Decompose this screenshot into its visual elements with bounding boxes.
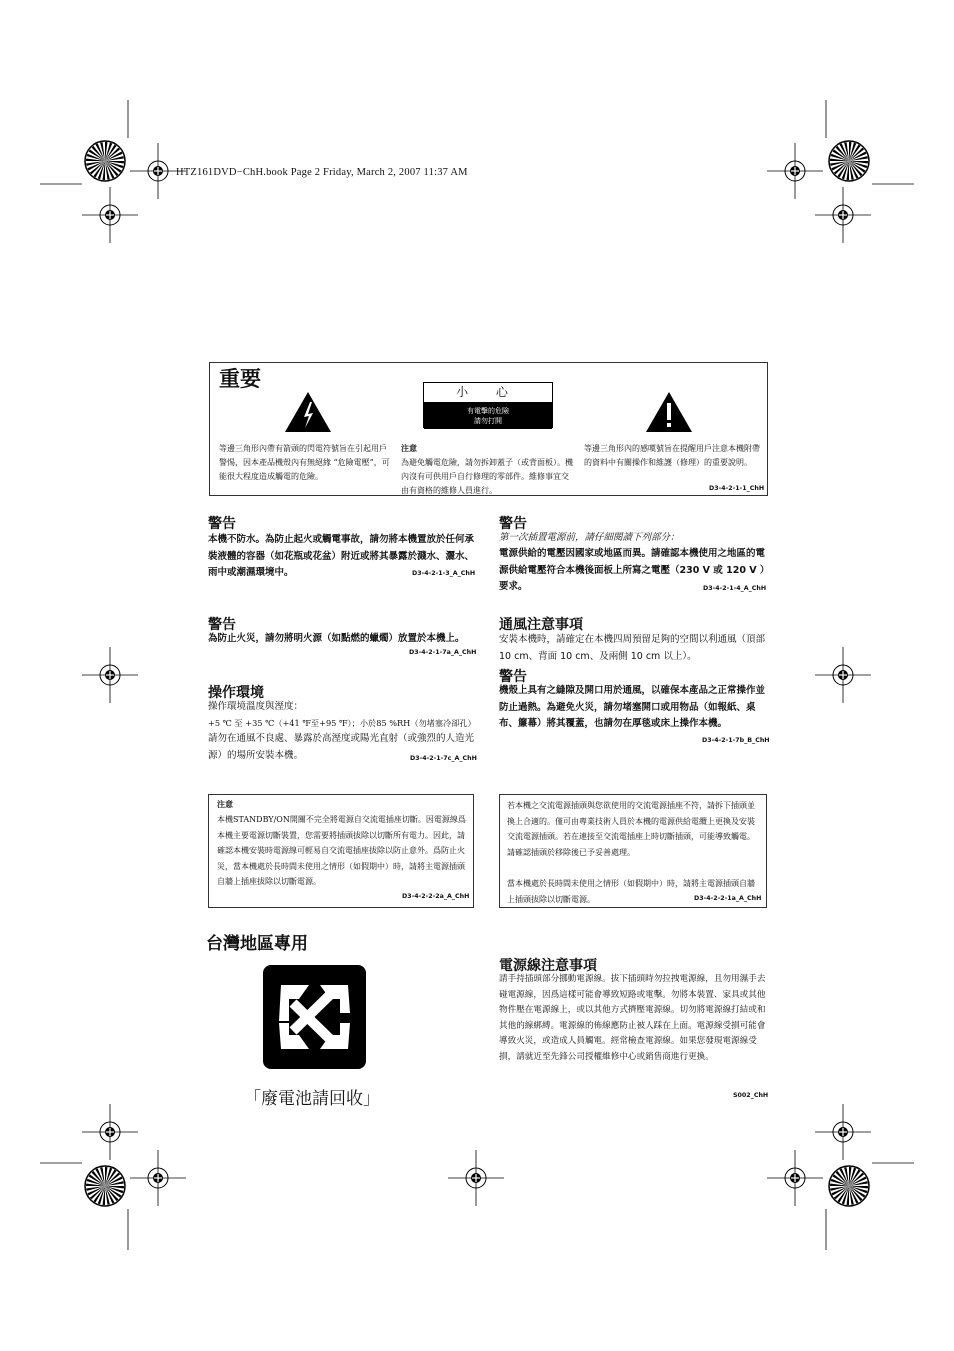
warning-title: 警告	[208, 617, 236, 633]
battery-recycle-icon	[263, 965, 366, 1069]
ventilation-code: D3-4-2-1-7b_B_ChH	[702, 737, 770, 744]
env-text: 請勿在通風不良處、暴露於高溼度或陽光直射（或強烈的人造光源）的場所安裝本機。	[208, 733, 475, 761]
exclamation-warning-icon	[644, 390, 694, 434]
lightning-description: 等邊三角形內帶有箭頭的閃電符號旨在引起用戶警惕，因本產品機殼內有無絕緣 “危險電壓”，可能很大程度造成觸電的危險。	[219, 444, 390, 481]
note-box	[208, 794, 474, 908]
ventilation-warning-text: 機殼上具有之縫隙及開口用於通風，以確保本產品之正常操作並防止過熱。為避免火災，請勿堵塞開口或用物品（如報紙、桌布、簾幕）將其覆蓋，也請勿在厚毯或床上操作本機。	[499, 685, 766, 729]
note-description: 為避免觸電危險，請勿拆卸蓋子（或背面板）。機內沒有可供用戶自行修理的零部件。維修事宜交由有資格的維修人員進行。	[401, 458, 573, 495]
section-title: 操作環境	[208, 685, 264, 701]
warning-title: 警告	[499, 669, 527, 685]
warning-code: D3-4-2-1-7a_A_ChH	[409, 649, 477, 656]
section-title: 電源線注意事項	[499, 958, 597, 974]
warning-title: 警告	[499, 516, 527, 532]
caution-line-2: 請勿打開	[474, 417, 502, 425]
warning-text: 電源供給的電壓因國家或地區而異。請確認本機使用之地區的電源供給電壓符合本機後面板上所寫之電壓（230 V 或 120 V ）要求。	[499, 548, 770, 592]
caution-title: 小 心	[424, 383, 552, 403]
plug-text: 若本機之交流電源插頭與您欲使用的交流電源插座不符，請拆下插頭並換上合適的。僅可由專業技術人員於本機的電源供給電纜上更換及安裝交流電源插頭。若在連接至交流電插座上時切斷插頭，可能導致觸電。請確認插頭於移除後已予妥善處理。	[507, 801, 755, 857]
warning-code: D3-4-2-1-4_A_ChH	[703, 585, 767, 592]
file-info-header: HTZ161DVD−ChH.book Page 2 Friday, March 2, 2007 11:37 AM	[176, 167, 468, 178]
note-text: 本機STANDBY/ON開關不完全將電源自交流電插座切斷。因電源線爲本機主要電源切斷裝置，您需要將插頭拔除以切斷所有電力。因此，請確認本機安裝時電源線可輕易自交流電插座拔除以防止意外。爲防止火災，當本機處於長時間未使用之情形（如假期中）時，請將主電源插頭自牆上插座拔除以切斷電源。	[217, 815, 466, 886]
lightning-warning-icon	[283, 390, 333, 434]
warning-code: D3-4-2-1-3_A_ChH	[412, 570, 476, 577]
warning-title: 警告	[208, 516, 236, 532]
important-code: D3-4-2-1-1_ChH	[709, 485, 765, 492]
env-line-2: +5 ℃ 至 +35 ℃（+41 ℉至+95 ℉）；小於85 %RH（勿堵塞冷卻孔）	[208, 718, 476, 728]
power-cord-code: S002_ChH	[733, 1092, 769, 1099]
plug-text-2: 當本機處於長時間未使用之情形（如假期中）時，請將主電源插頭自牆上插頭拔除以切斷電源。	[507, 879, 755, 904]
section-title: 台灣地區專用	[206, 934, 308, 954]
recycle-caption: 「廢電池請回收」	[244, 1089, 380, 1109]
warning-text: 為防止火災，請勿將明火源（如點燃的蠟燭）放置於本機上。	[208, 633, 465, 644]
warning-lead: 第一次插置電源前，請仔細閱讀下列部分：	[499, 532, 680, 543]
ventilation-text: 安裝本機時，請確定在本機四周預留足夠的空間以利通風（頂部 10 cm、背面 10 cm、及兩側 10 cm 以上）。	[499, 634, 766, 662]
warning-text: 本機不防水。為防止起火或觸電事故，請勿將本機置放於任何承裝液體的容器（如花瓶或花盆）附近或將其暴露於濺水、灑水、雨中或潮濕環境中。	[208, 534, 475, 578]
exclamation-description: 等邊三角形內的感嘆號旨在提醒用戶注意本機附帶的資料中有關操作和維護（修理）的重要說明。	[584, 444, 760, 467]
plug-box	[499, 794, 767, 908]
important-title: 重要	[219, 367, 261, 391]
env-code: D3-4-2-1-7c_A_ChH	[410, 755, 477, 762]
note-label: 注意	[217, 800, 233, 809]
caution-label	[423, 382, 553, 428]
env-line-1: 操作環境溫度與溼度：	[208, 701, 304, 712]
section-title: 通風注意事項	[499, 617, 583, 633]
caution-line-1: 有電擊的危險	[467, 407, 509, 415]
note-code: D3-4-2-2-2a_A_ChH	[402, 893, 470, 900]
note-label: 注意	[401, 444, 417, 453]
caution-body	[424, 403, 552, 429]
plug-code: D3-4-2-2-1a_A_ChH	[694, 895, 762, 902]
power-cord-text: 請手持插頭部分挪動電源線。拔下插頭時勿拉拽電源線，且勿用濕手去碰電源線，因爲這樣可能會導致短路或電擊。勿將本裝置、家具或其他物件壓在電源線上，或以其他方式擠壓電源線。切勿將電源線打結或和其他的線綁縛。電源線的佈線應防止被人踩在上面。電源線受損可能會導致火災，或造成人員觸電。經常檢查電源線。如果您發現電源線受損，請就近至先鋒公司授權維修中心或銷售商進行更換。	[499, 974, 766, 1062]
